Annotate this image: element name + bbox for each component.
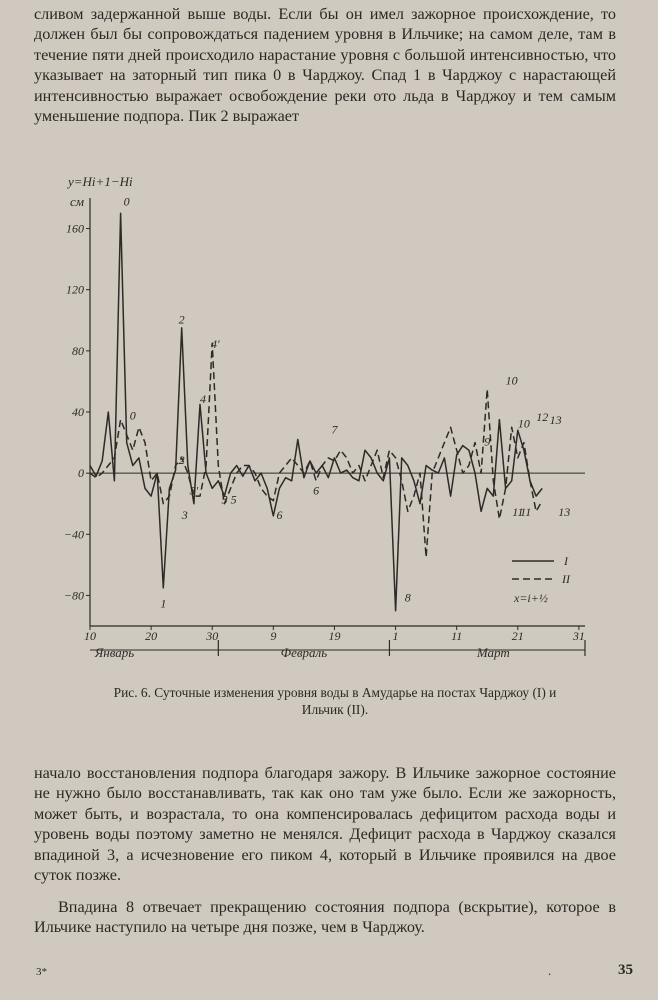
peak-annotation: 3 — [181, 508, 188, 522]
peak-annotation: 2 — [178, 452, 185, 467]
paragraph-bottom: Впадина 8 отвечает прекращению состояния подпора (вскрытие), которое в Ильчике наступило на четыре дня позже, чем в Чарджоу. — [34, 898, 616, 937]
peak-annotation: 11 — [512, 504, 524, 519]
peak-annotation: 13 — [558, 504, 571, 519]
y-tick-label: −80 — [63, 588, 84, 603]
peak-annotation: 0 — [129, 408, 136, 423]
figure-chart — [60, 168, 620, 668]
month-label: Март — [476, 645, 510, 660]
peak-annotation: 5 — [230, 492, 237, 507]
peak-annotation: 4 — [200, 391, 207, 406]
peak-annotation: 13 — [549, 413, 562, 428]
peak-annotation: 8 — [404, 590, 411, 605]
y-tick-label: 40 — [72, 405, 84, 419]
peak-annotation: 5 — [221, 492, 228, 507]
month-label: Январь — [94, 645, 135, 660]
peak-annotation: 9 — [484, 434, 491, 449]
peak-annotation: 1 — [160, 596, 167, 611]
x-tick-label: 1 — [392, 629, 399, 643]
peak-annotation: 6 — [313, 483, 320, 498]
page-number: 35 — [618, 962, 633, 978]
y-tick-label: 120 — [66, 282, 84, 297]
x-tick-label: 9 — [270, 629, 277, 643]
peak-annotation: 2 — [178, 312, 185, 327]
legend-note: x=i+½ — [514, 591, 548, 605]
y-axis-unit: см — [70, 194, 85, 209]
x-tick-label: 31 — [572, 629, 585, 643]
y-axis-label: y=Hi+1−Hi — [68, 174, 133, 189]
peak-annotation: 0 — [123, 194, 130, 209]
x-tick-label: 19 — [328, 629, 341, 643]
x-tick-label: 30 — [206, 629, 219, 643]
y-tick-label: 0 — [78, 466, 84, 481]
legend-label-II: II — [562, 572, 570, 586]
month-label: Февраль — [280, 645, 328, 660]
peak-annotation: 10 — [517, 416, 530, 431]
series-line-II — [90, 343, 542, 557]
legend-label-I: I — [564, 554, 568, 568]
peak-annotation: 11 — [520, 504, 532, 519]
peak-annotation: 10 — [505, 373, 518, 388]
peak-annotation: 4' — [210, 336, 220, 351]
peak-annotation: 3' — [189, 483, 199, 498]
series-line-I — [90, 213, 542, 610]
peak-annotation: 12 — [536, 410, 549, 425]
x-tick-label: 21 — [511, 629, 524, 643]
x-tick-label: 10 — [84, 629, 96, 643]
x-tick-label: 20 — [145, 629, 158, 643]
y-tick-label: 160 — [66, 221, 84, 236]
figure-caption: Рис. 6. Суточные изменения уровня воды в Амударье на постах Чарджоу (I) и Ильчик (II). — [113, 685, 557, 717]
y-tick-label: 80 — [72, 343, 84, 358]
x-tick-label: 11 — [451, 629, 463, 643]
y-tick-label: −40 — [63, 527, 84, 542]
paragraph-top: сливом задержанной выше воды. Если бы он имел зажорное происхождение, то должен был бы сопровождаться падением уровня в Ильчике; на самом деле, там в течение пяти дней происходило нарастание уровня с большой интенсивностью, что указывает на заторный тип пика 0 в Чарджоу. Спад 1 в Чарджоу с нарастающей интенсивностью выражает освобождение реки ото льда в Чарджоу и тем самым уменьшение подпора. Пик 2 выражает — [34, 5, 616, 126]
footer-dot: . — [548, 963, 552, 978]
peak-annotation: 7 — [331, 422, 338, 437]
footer-signature: 3* — [36, 966, 47, 978]
peak-annotation: 6 — [276, 508, 283, 522]
paragraph-middle: начало восстановления подпора благодаря зажору. В Ильчике зажорное состояние не нужно было восстанавливать, так как оно там уже было. Если же зажорность, может быть, и возрастала, то она компенсировалась дефицитом расхода воды и уровень воды поэтому заметно не менялся. Дефицит расхода в Чарджоу сказался впадиной 3, а исчезновение его пиком 4, который в Ильчике проявился на двое суток позже. — [34, 764, 616, 885]
